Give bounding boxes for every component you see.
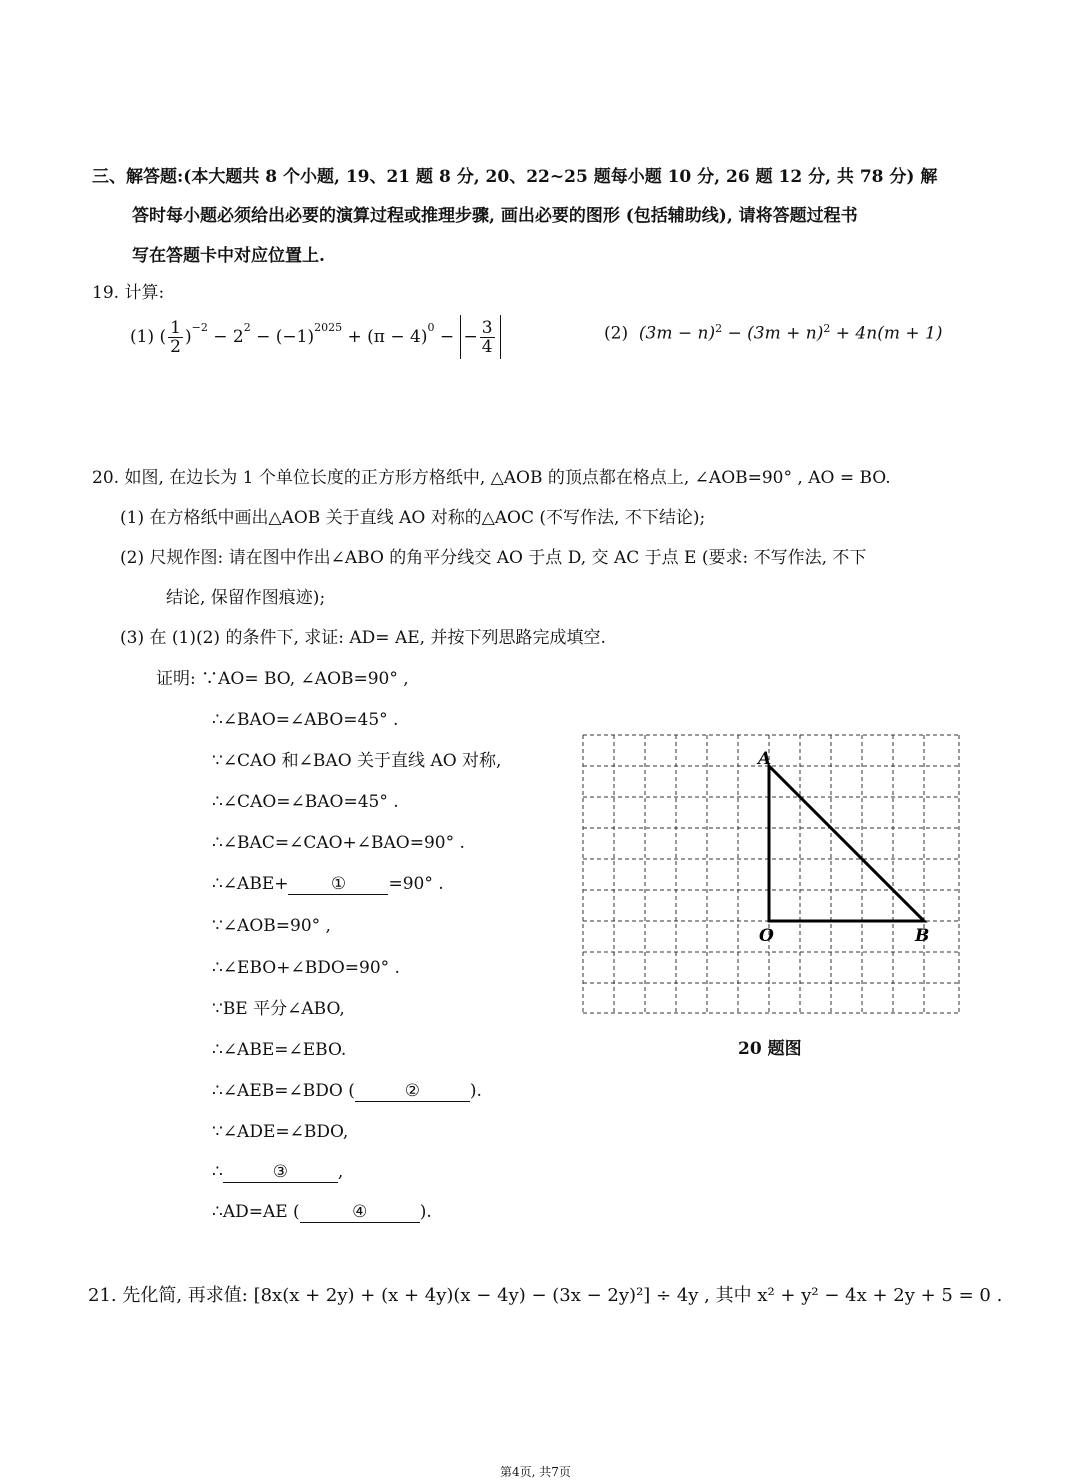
proof-line-2: ∴∠BAO=∠ABO=45° . [212,710,399,730]
q19-p1-fraction: $\frac{1}{2}$ [170,317,181,357]
q20-part1: (1) 在方格纸中画出△AOB 关于直线 AO 对称的△AOC (不写作法, 不下结论); [120,508,706,528]
grid-figure [582,734,962,1016]
q19-part1: (1) ( $\frac{1}{2}$ ) $^{-2}$ − 2 $^2$ − (−1) $^{2025}$ + (π − 4) $^0$ − − $\frac{3}{4}$ [130,312,501,362]
blank-2[interactable]: ② [355,1081,470,1102]
proof-line-7: ∵∠AOB=90° , [212,916,331,936]
proof-line-5: ∴∠BAC=∠CAO+∠BAO=90° . [212,833,465,853]
blank-1[interactable]: ① [288,874,388,895]
label-o: O [759,926,774,946]
q19-title: 19. 计算: [92,283,165,303]
proof-line-9: ∵BE 平分∠ABO, [212,999,345,1019]
proof-line-14: ∴AD=AE ( ④ ). [212,1202,432,1222]
blank-4[interactable]: ④ [300,1202,420,1223]
proof-line-10: ∴∠ABE=∠EBO. [212,1040,347,1060]
triangle-aob [769,766,924,921]
page-number: 第4页, 共7页 [500,1465,571,1479]
q20-part2-line2: 结论, 保留作图痕迹); [166,588,326,608]
proof-line-4: ∴∠CAO=∠BAO=45° . [212,792,399,812]
proof-line-1: 证明: ∵AO= BO, ∠AOB=90° , [156,669,409,689]
q20-title: 20. 如图, 在边长为 1 个单位长度的正方形方格纸中, △AOB 的顶点都在格点上, ∠AOB=90° , AO = BO. [92,468,891,488]
q19-p1-absolute-value: − $\frac{3}{4}$ [460,315,501,359]
q20-part2-line1: (2) 尺规作图: 请在图中作出∠ABO 的角平分线交 AO 于点 D, 交 AC 于点 E (要求: 不写作法, 不下 [120,548,867,568]
grid-lines [583,735,959,1013]
proof-line-12: ∵∠ADE=∠BDO, [212,1122,349,1142]
proof-line-3: ∵∠CAO 和∠BAO 关于直线 AO 对称, [212,751,502,771]
section-heading-line1: 三、解答题:(本大题共 8 个小题, 19、21 题 8 分, 20、22~25 题每小题 10 分, 26 题 12 分, 共 78 分) 解 [92,167,938,187]
q19-part2: (2) $(3m - n)^2 - (3m + n)^2 + 4n(m + 1)$ [604,322,943,344]
proof-line-6: ∴∠ABE+ ① =90° . [212,874,444,894]
label-b: B [915,926,930,946]
section-heading-line3: 写在答题卡中对应位置上. [132,246,325,266]
figure-caption: 20 题图 [738,1039,802,1059]
q21-title: 21. 先化简, 再求值: [8x(x + 2y) + (x + 4y)(x − 4y) − (3x − 2y)²] ÷ 4y , 其中 x² + y² − 4x + 2y + 5 = 0 . [88,1285,1003,1306]
section-heading-line2: 答时每小题必须给出必要的演算过程或推理步骤, 画出必要的图形 (包括辅助线), 请将答题过程书 [132,206,858,226]
proof-line-11: ∴∠AEB=∠BDO ( ② ). [212,1081,482,1101]
q20-part3: (3) 在 (1)(2) 的条件下, 求证: AD= AE, 并按下列思路完成填空. [120,628,606,648]
proof-line-13: ∴ ③ , [212,1162,344,1182]
proof-line-8: ∴∠EBO+∠BDO=90° . [212,958,400,978]
q19-p1-label: (1) [130,327,155,347]
label-a: A [758,749,772,769]
blank-3[interactable]: ③ [223,1162,338,1183]
